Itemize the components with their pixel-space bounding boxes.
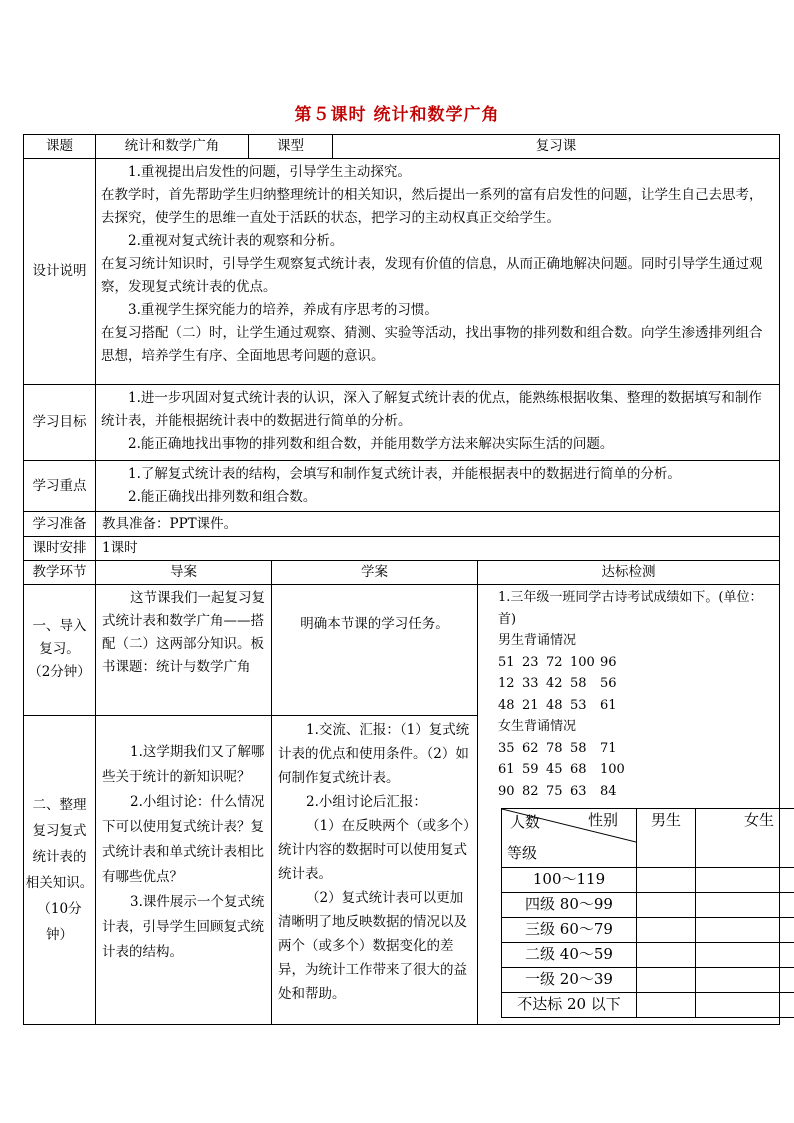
- boys-score-row: [498, 695, 775, 717]
- girls-score-value: 68: [570, 762, 587, 777]
- stage1-name-line3: （2分钟）: [28, 664, 91, 681]
- schedule-label: 课时安排: [24, 537, 96, 561]
- schedule-value: 1课时: [96, 537, 780, 561]
- stage1-row: [24, 585, 780, 716]
- girls-score-value: 84: [600, 783, 617, 799]
- stage2-name: [24, 715, 96, 1024]
- girls-score-row: [498, 738, 775, 760]
- stage1-study: [272, 585, 478, 716]
- corner-people: 人数: [510, 813, 541, 831]
- boys-score-value: 42: [546, 676, 563, 691]
- topic-value: 统计和数学广角: [96, 135, 249, 159]
- design-p5: 3.重视学生探究能力的培养，养成有序思考的习惯。: [128, 302, 438, 318]
- type-value: 复习课: [333, 135, 780, 159]
- score-table-row: [502, 943, 794, 968]
- check-intro: 1.三年级一班同学古诗考试成绩如下。(单位：首): [498, 590, 763, 627]
- keypoints-row: [24, 461, 780, 512]
- boys-score-value: 58: [570, 676, 587, 691]
- stage2-study: [272, 715, 478, 1024]
- stage1-name-line2: 复习。: [39, 641, 80, 658]
- stage1-name-line1: 一、导入: [32, 618, 87, 635]
- goals-label: 学习目标: [24, 385, 96, 461]
- goals-row: [24, 385, 780, 461]
- stage2-name-line2: 复习复式: [32, 822, 87, 839]
- grade-label: 一级 20～39: [502, 968, 637, 993]
- grade-label: 100～119: [502, 868, 637, 893]
- prep-row: [24, 512, 780, 537]
- girls-score-value: 61: [498, 762, 515, 777]
- girls-score-value: 71: [600, 740, 617, 756]
- girls-score-value: 100: [600, 762, 625, 777]
- stage1-guide: [96, 585, 272, 716]
- girls-data: [498, 738, 775, 803]
- topic-label: 课题: [24, 135, 96, 159]
- girls-count-cell: [696, 893, 794, 918]
- grade-label: 不达标 20 以下: [502, 993, 637, 1018]
- boys-score-value: 56: [600, 676, 617, 691]
- col-stage-header: 教学环节: [24, 561, 96, 585]
- girls-count-cell: [696, 918, 794, 943]
- diagonal-header-cell: [502, 809, 637, 868]
- score-table-row: [502, 918, 794, 943]
- boys-score-value: 12: [498, 676, 515, 691]
- boys-score-value: 61: [600, 697, 617, 713]
- boys-score-value: 72: [546, 654, 563, 670]
- type-label: 课型: [249, 135, 333, 159]
- score-table-row: [502, 868, 794, 893]
- stage2-name-line4: 相关知识。: [25, 874, 94, 891]
- stage2-name-line6: 钟）: [46, 926, 73, 943]
- girls-score-value: 90: [498, 783, 515, 799]
- design-label: 设计说明: [24, 159, 96, 385]
- boys-score-row: [498, 673, 775, 695]
- boys-count-cell: [637, 868, 696, 893]
- corner-gender: 性别: [588, 811, 619, 829]
- design-row: [24, 159, 780, 385]
- boys-score-value: 21: [522, 697, 539, 713]
- prep-value: 教具准备：PPT课件。: [96, 512, 780, 537]
- girls-count-cell: [696, 968, 794, 993]
- schedule-row: [24, 537, 780, 561]
- boys-count-cell: [637, 993, 696, 1018]
- boys-data: [498, 652, 775, 717]
- stage2-name-line3: 统计表的: [32, 848, 87, 865]
- boys-count-cell: [637, 943, 696, 968]
- stage1-name: [24, 585, 96, 716]
- girls-score-value: 58: [570, 740, 587, 756]
- goals-p1: 1.进一步巩固对复式统计表的认识，深入了解复式统计表的优点，能熟练根据收集、整理的数据填写和制作统计表，并能根据统计表中的数据进行简单的分析。: [101, 390, 762, 429]
- boys-score-row: [498, 652, 775, 674]
- stage1-guide-text: 这节课我们一起复习复式统计表和数学广角——搭配（二）这两部分知识。板书课题：统计与数学广角: [102, 590, 265, 675]
- boys-score-value: 96: [600, 654, 617, 670]
- girls-score-row: [498, 781, 775, 803]
- stage2-name-line5: （10分: [37, 900, 82, 917]
- boys-column-header: 男生: [637, 809, 696, 868]
- girls-score-value: 62: [522, 740, 539, 756]
- boys-score-value: 100: [570, 654, 595, 670]
- girls-score-value: 35: [498, 740, 515, 756]
- boys-count-cell: [637, 968, 696, 993]
- girls-score-value: 45: [546, 762, 563, 777]
- score-table-row: [502, 968, 794, 993]
- keypoints-p2: 2.能正确找出排列数和组合数。: [128, 489, 317, 505]
- boys-score-value: 53: [570, 697, 587, 713]
- keypoints-p1: 1.了解复式统计表的结构，会填写和制作复式统计表，并能根据表中的数据进行简单的分析。: [128, 466, 681, 482]
- stage2-study-p1: 1.交流、汇报：（1）复式统计表的优点和使用条件。（2）如何制作复式统计表。: [278, 721, 470, 786]
- grade-label: 四级 80～99: [502, 893, 637, 918]
- boys-count-cell: [637, 918, 696, 943]
- stage2-name-line1: 二、整理: [32, 796, 87, 813]
- stage2-guide: [96, 715, 272, 1024]
- header-row: [24, 135, 780, 159]
- girls-score-value: 78: [546, 740, 563, 756]
- grade-label: 二级 40～59: [502, 943, 637, 968]
- keypoints-content: [96, 461, 780, 512]
- boys-score-value: 48: [498, 697, 515, 713]
- corner-grade: 等级: [507, 844, 538, 862]
- design-p2: 在教学时，首先帮助学生归纳整理统计的相关知识，然后提出一系列的富有启发性的问题，让学生自己去思考，去探究，使学生的思维一直处于活跃的状态，把学习的主动权真正交给学生。: [101, 187, 763, 226]
- girls-score-value: 63: [570, 783, 587, 799]
- girls-score-value: 82: [522, 783, 539, 799]
- design-content: [96, 159, 780, 385]
- girls-score-value: 59: [522, 762, 539, 777]
- keypoints-label: 学习重点: [24, 461, 96, 512]
- girls-count-cell: [696, 943, 794, 968]
- design-p3: 2.重视对复式统计表的观察和分析。: [128, 233, 344, 249]
- prep-label: 学习准备: [24, 512, 96, 537]
- boys-title: 男生背诵情况: [498, 633, 577, 648]
- score-table-header: [502, 809, 794, 868]
- col-study-header: 学案: [272, 561, 478, 585]
- stage2-guide-p3: 3.课件展示一个复式统计表，引导学生回顾复式统计表的结构。: [102, 893, 265, 960]
- girls-count-cell: [696, 868, 794, 893]
- design-p6: 在复习搭配（二）时，让学生通过观察、猜测、实验等活动，找出事物的排列数和组合数。向学生渗透排列组合思想，培养学生有序、全面地思考问题的意识。: [101, 325, 763, 364]
- girls-title: 女生背诵情况: [498, 719, 577, 734]
- page-title: 第５课时 统计和数学广角: [294, 105, 500, 125]
- girls-column-header: 女生: [696, 809, 794, 868]
- design-p4: 在复习统计知识时，引导学生观察复式统计表，发现有价值的信息，从而正确地解决问题。同时引导学生通过观察，发现复式统计表的优点。: [101, 256, 763, 295]
- col-check-header: 达标检测: [478, 561, 780, 585]
- boys-score-value: 51: [498, 654, 515, 670]
- score-table-row: [502, 893, 794, 918]
- goals-content: [96, 385, 780, 461]
- stage2-study-p2: 2.小组讨论后汇报：: [306, 793, 427, 810]
- girls-count-cell: [696, 993, 794, 1018]
- boys-score-value: 23: [522, 654, 539, 670]
- boys-count-cell: [637, 893, 696, 918]
- girls-score-row: [498, 759, 775, 781]
- score-table-row: [502, 993, 794, 1018]
- lesson-plan-table: [23, 134, 780, 1025]
- check-cell: [478, 585, 780, 1025]
- boys-score-value: 48: [546, 697, 563, 713]
- score-table: [501, 808, 794, 1018]
- stage2-guide-p2: 2.小组讨论：什么情况下可以使用复式统计表？复式统计表和单式统计表相比有哪些优点？: [102, 793, 265, 885]
- stage2-study-p3: （1）在反映两个（或多个）统计内容的数据时可以使用复式统计表。: [278, 817, 470, 882]
- design-p1: 1.重视提出启发性的问题，引导学生主动探究。: [128, 164, 411, 180]
- stage1-study-text: 明确本节课的学习任务。: [300, 616, 449, 632]
- stage2-study-p4: （2）复式统计表可以更加清晰明了地反映数据的情况以及两个（或多个）数据变化的差异，为统计工作带来了很大的益处和帮助。: [278, 889, 467, 1002]
- col-guide-header: 导案: [96, 561, 272, 585]
- girls-score-value: 75: [546, 783, 563, 799]
- grade-label: 三级 60～79: [502, 918, 637, 943]
- boys-score-value: 33: [522, 676, 539, 691]
- columns-header-row: [24, 561, 780, 585]
- stage2-guide-p1: 1.这学期我们又了解哪些关于统计的新知识呢？: [102, 743, 265, 785]
- goals-p2: 2.能正确地找出事物的排列数和组合数，并能用数学方法来解决实际生活的问题。: [128, 436, 614, 452]
